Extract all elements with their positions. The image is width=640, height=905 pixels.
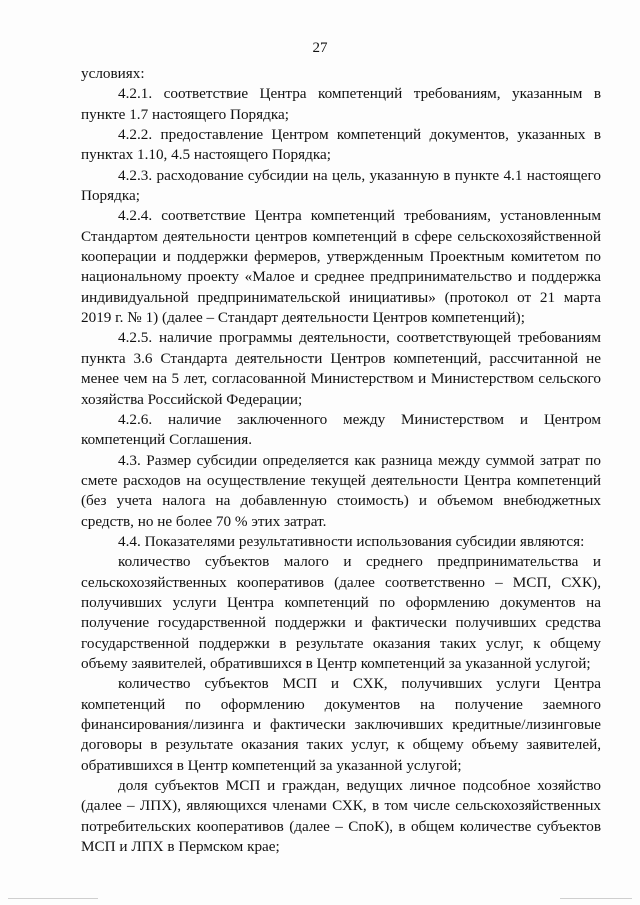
paragraph-4-2-3: 4.2.3. расходование субсидии на цель, указанную в пункте 4.1 настоящего Порядка; bbox=[81, 166, 601, 205]
paragraph-4-2-1: 4.2.1. соответствие Центра компетенций требованиям, указанным в пункте 1.7 настоящего Порядка; bbox=[81, 85, 601, 123]
indicator-paragraph-3: доля субъектов МСП и граждан, ведущих личное подсобное хозяйство (далее – ЛПХ), являющихся членами СХК, в том числе сельскохозяйственных потребительских кооперативов (далее – СпоК), в общем количестве субъектов МСП и ЛПХ в Пермском крае; bbox=[81, 777, 601, 856]
paragraph-4-2-2: 4.2.2. предоставление Центром компетенций документов, указанных в пунктах 1.10, 4.5 настоящего Порядка; bbox=[81, 126, 601, 164]
document-body bbox=[81, 64, 601, 857]
paragraph-4-2-5: 4.2.5. наличие программы деятельности, соответствующей требованиям пункта 3.6 Стандарта деятельности Центров компетенций, рассчитанной не менее чем на 5 лет, согласованной Министерством и Министерством сельского хозяйства Российской Федерации; bbox=[81, 329, 601, 408]
page-number: 27 bbox=[312, 40, 328, 56]
scan-edge-mark-left bbox=[8, 898, 98, 899]
paragraph-4-4: 4.4. Показателями результативности использования субсидии являются: bbox=[118, 532, 585, 550]
scan-edge-mark-right bbox=[560, 898, 632, 899]
paragraph-4-2-4: 4.2.4. соответствие Центра компетенций требованиям, установленным Стандартом деятельности центров компетенций в сфере сельскохозяйственной кооперации и поддержки фермеров, утвержденным Проектным комитетом по национальному проекту «Малое и среднее предпринимательство и поддержка индивидуальной предпринимательской инициативы» (протокол от 21 марта 2019 г. № 1) (далее – Стандарт деятельности Центров компетенций); bbox=[81, 207, 601, 327]
indicator-paragraph-2: количество субъектов МСП и СХК, получивших услуги Центра компетенций по оформлению документов на получение заемного финансирования/лизинга и фактически заключивших кредитные/лизинговые договоры в результате оказания таких услуг, к общему объему заявителей, обратившихся в Центр компетенций за указанной услугой; bbox=[81, 675, 601, 774]
paragraph-continuation: условиях: bbox=[81, 65, 145, 82]
paragraph-4-3: 4.3. Размер субсидии определяется как разница между суммой затрат по смете расходов на осуществление текущей деятельности Центра компетенций (без учета налога на добавленную стоимость) и объемом внебюджетных средств, но не более 70 % этих затрат. bbox=[81, 451, 601, 530]
paragraph-4-2-6: 4.2.6. наличие заключенного между Министерством и Центром компетенций Соглашения. bbox=[81, 410, 601, 449]
indicator-paragraph-1: количество субъектов малого и среднего предпринимательства и сельскохозяйственных кооперативов (далее соответственно – МСП, СХК), получивших услуги Центра компетенций по оформлению документов на получение государственной поддержки и фактически получивших средства государственной поддержки в результате оказания таких услуг, к общему объему заявителей, обратившихся в Центр компетенций за указанной услугой; bbox=[81, 553, 601, 672]
